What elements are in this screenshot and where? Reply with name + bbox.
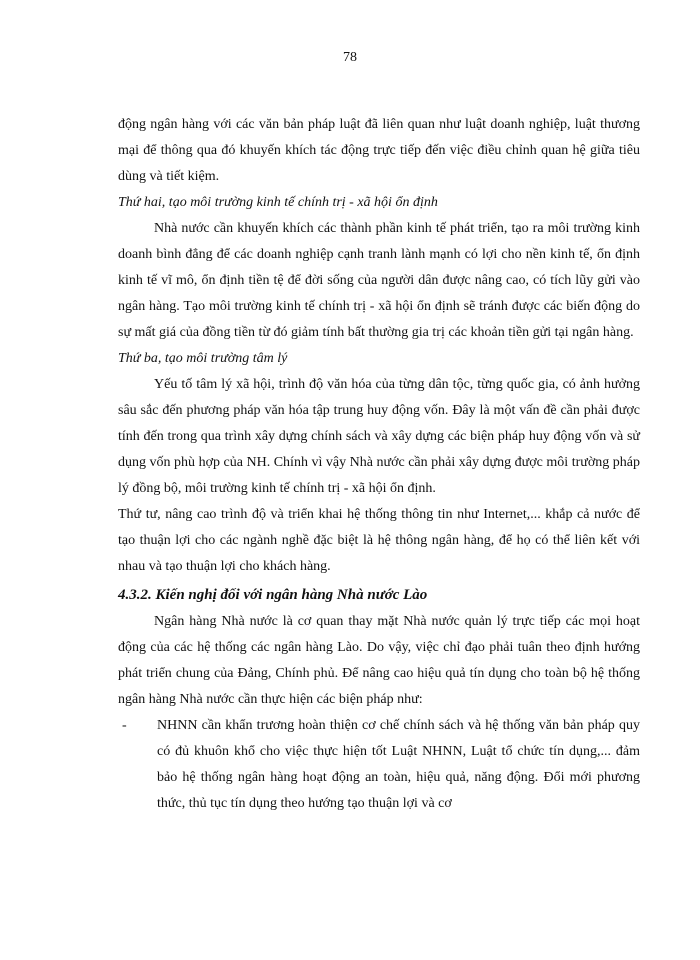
paragraph-psychological-environment: Yếu tố tâm lý xã hội, trình độ văn hóa của từng dân tộc, từng quốc gia, có ảnh hưởng sâu sắc đến phương pháp văn hóa tập trung huy động vốn. Đây là một vấn đề cần phải được tính đến trong qua trình xây dựng chính sách và xây dựng các biện pháp huy động vốn và sử dụng vốn phù hợp của NH. Chính vì vậy Nhà nước cần phải xây dựng được môi trường pháp lý đồng bộ, môi trường kinh tế chính trị - xã hội ổn định. — [118, 377, 640, 496]
subheading-political-economic-environment: Thứ hai, tạo môi trường kinh tế chính trị - xã hội ổn định — [118, 195, 438, 210]
document-body — [118, 112, 640, 817]
paragraph-economic-environment: Nhà nước cần khuyến khích các thành phần kinh tế phát triển, tạo ra môi trường kinh doanh bình đẳng để các doanh nghiệp cạnh tranh lành mạnh có lợi cho nền kinh tế, ổn định kinh tế vĩ mô, ổn định tiền tệ để đời sống của người dân được nâng cao, có tích lũy gửi vào ngân hàng. Tạo môi trường kinh tế chính trị - xã hội ổn định sẽ tránh được các biến động do sự mất giá của đồng tiền từ đó giảm tính bất thường gia trị các khoản tiền gửi tại ngân hàng. — [118, 221, 640, 340]
paragraph-information-system: Thứ tư, nâng cao trình độ và triển khai hệ thống thông tin như Internet,... khắp cả nước để tạo thuận lợi cho các ngành nghề đặc biệt là hệ thông ngân hàng, để họ có thể liên kết với nhau và tạo thuận lợi cho khách hàng. — [118, 507, 640, 574]
list-item-recommendation — [118, 713, 640, 817]
subheading-psychological-environment: Thứ ba, tạo môi trường tâm lý — [118, 351, 288, 366]
bullet-marker: - — [122, 718, 127, 733]
paragraph-state-bank-role: Ngân hàng Nhà nước là cơ quan thay mặt Nhà nước quản lý trực tiếp các mọi hoạt động của các hệ thống các ngân hàng Lào. Do vậy, việc chỉ đạo phải tuân theo định hướng phát triển chung của Đảng, Chính phủ. Để nâng cao hiệu quả tín dụng cho toàn bộ hệ thống ngân hàng Nhà nước cần thực hiện các biện pháp như: — [118, 614, 640, 707]
paragraph-legal-framework: động ngân hàng với các văn bản pháp luật đã liên quan như luật doanh nghiệp, luật thương mại để thông qua đó khuyến khích tác động trực tiếp đến việc điều chỉnh quan hệ giữa tiêu dùng và tiết kiệm. — [118, 117, 640, 184]
list-item-text: NHNN cần khẩn trương hoàn thiện cơ chế chính sách và hệ thống văn bản pháp quy có đủ khuôn khổ cho việc thực hiện tốt Luật NHNN, Luật tổ chức tín dụng,... đảm bảo hệ thống ngân hàng hoạt động an toàn, hiệu quả, năng động. Đổi mới phương thức, thủ tục tín dụng theo hướng tạo thuận lợi và cơ — [157, 718, 640, 811]
section-heading-recommendations: 4.3.2. Kiến nghị đối với ngân hàng Nhà nước Lào — [118, 587, 428, 603]
page-number: 78 — [343, 50, 357, 65]
